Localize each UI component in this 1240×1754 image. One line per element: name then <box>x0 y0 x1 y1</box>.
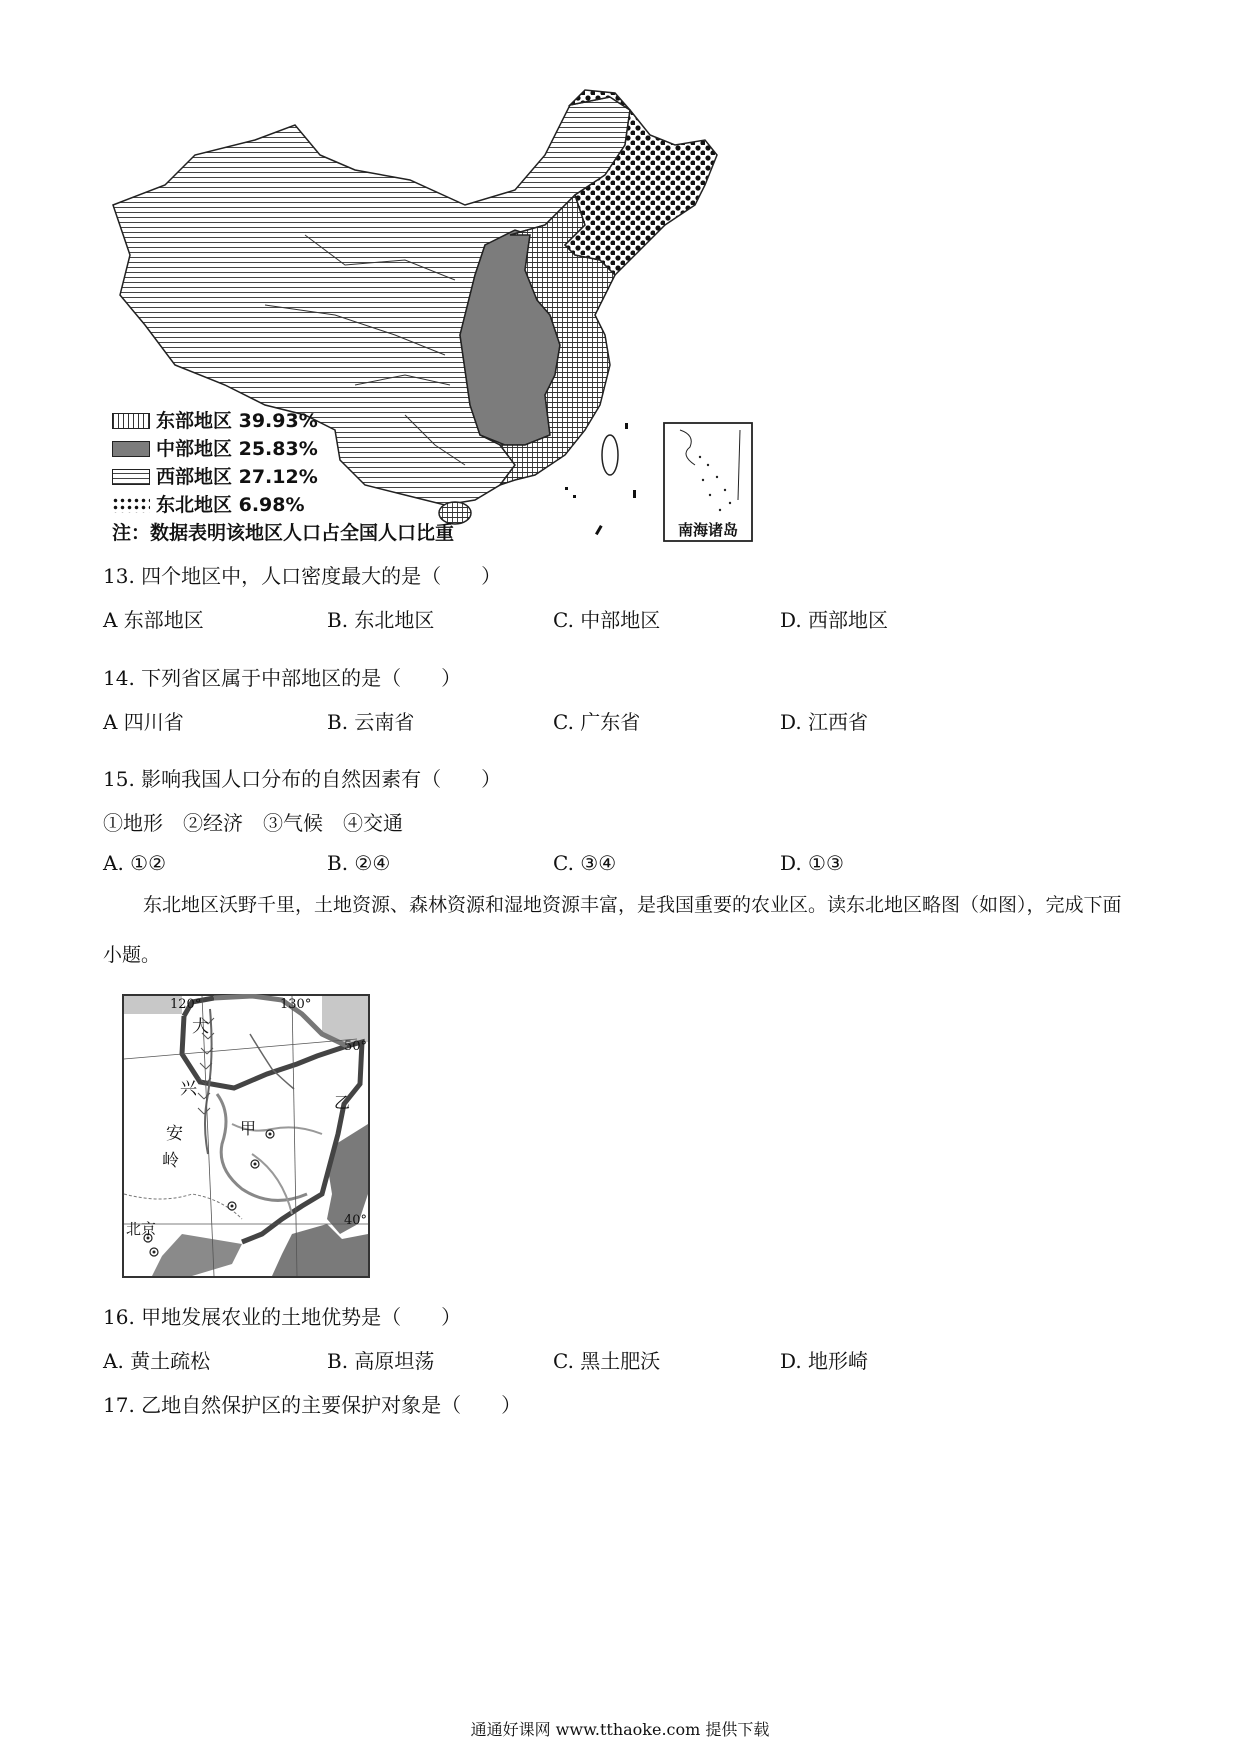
q16-option-c[interactable]: C. 黑土肥沃 <box>553 1349 661 1373</box>
place-beijing: 北京 <box>126 1220 157 1238</box>
lat-label-50: 50° <box>344 1039 368 1054</box>
q14-option-d[interactable]: D. 江西省 <box>780 710 869 734</box>
dots-swatch <box>112 497 150 513</box>
solid-swatch <box>112 441 150 457</box>
mountain-char-4: 岭 <box>162 1151 179 1171</box>
q13-option-a[interactable]: A 东部地区 <box>103 608 204 632</box>
lines-swatch <box>112 469 150 485</box>
map-note: 注：数据表明该地区人口占全国人口比重 <box>112 522 455 544</box>
legend-west: 西部地区 27.12% <box>112 463 454 491</box>
question-14-stem: 14. 下列省区属于中部地区的是（ ） <box>103 666 462 690</box>
q15-option-b[interactable]: B. ②④ <box>327 851 391 875</box>
q16-option-a[interactable]: A. 黄土疏松 <box>103 1349 211 1373</box>
map-legend <box>112 407 454 547</box>
legend-central: 中部地区 25.83% <box>112 435 454 463</box>
lon-label-120: 120° <box>170 997 202 1012</box>
q14-option-b[interactable]: B. 云南省 <box>327 710 415 734</box>
legend-east: 东部地区 39.93% <box>112 407 454 435</box>
q13-option-d[interactable]: D. 西部地区 <box>780 608 889 632</box>
q14-option-c[interactable]: C. 广东省 <box>553 710 641 734</box>
q15-option-c[interactable]: C. ③④ <box>553 851 617 875</box>
legend-northeast: 东北地区 6.98% <box>112 491 454 519</box>
q15-option-a[interactable]: A. ①② <box>103 851 167 875</box>
q14-option-a[interactable]: A 四川省 <box>103 710 184 734</box>
q16-option-b[interactable]: B. 高原坦荡 <box>327 1349 435 1373</box>
q13-option-b[interactable]: B. 东北地区 <box>327 608 435 632</box>
inset-label: 南海诸岛 <box>677 521 739 539</box>
lon-label-130: 130° <box>280 997 312 1012</box>
lat-label-40: 40° <box>344 1213 368 1228</box>
question-13-stem: 13. 四个地区中，人口密度最大的是（ ） <box>103 564 502 588</box>
grid-swatch <box>112 413 150 429</box>
page-footer: 通通好课网 www.tthaoke.com 提供下载 <box>470 1720 770 1739</box>
place-jia: 甲 <box>240 1119 257 1138</box>
question-15-stem: 15. 影响我国人口分布的自然因素有（ ） <box>103 767 502 791</box>
mountain-char-3: 安 <box>166 1124 183 1144</box>
question-15-items: ①地形 ②经济 ③气候 ④交通 <box>103 811 403 835</box>
q13-option-c[interactable]: C. 中部地区 <box>553 608 661 632</box>
place-yi: 乙 <box>334 1093 351 1112</box>
q16-option-d[interactable]: D. 地形崎 <box>780 1349 869 1373</box>
question-17-stem: 17. 乙地自然保护区的主要保护对象是（ ） <box>103 1393 522 1417</box>
mountain-char-1: 大 <box>192 1017 209 1037</box>
q15-option-d[interactable]: D. ①③ <box>780 851 844 875</box>
question-16-stem: 16. 甲地发展农业的土地优势是（ ） <box>103 1305 462 1329</box>
intro-paragraph: 东北地区沃野千里，土地资源、森林资源和湿地资源丰富，是我国重要的农业区。读东北地区略图（如图），完成下面小题。 <box>103 894 1122 966</box>
northeast-map <box>122 994 370 1278</box>
mountain-char-2: 兴 <box>180 1079 197 1099</box>
